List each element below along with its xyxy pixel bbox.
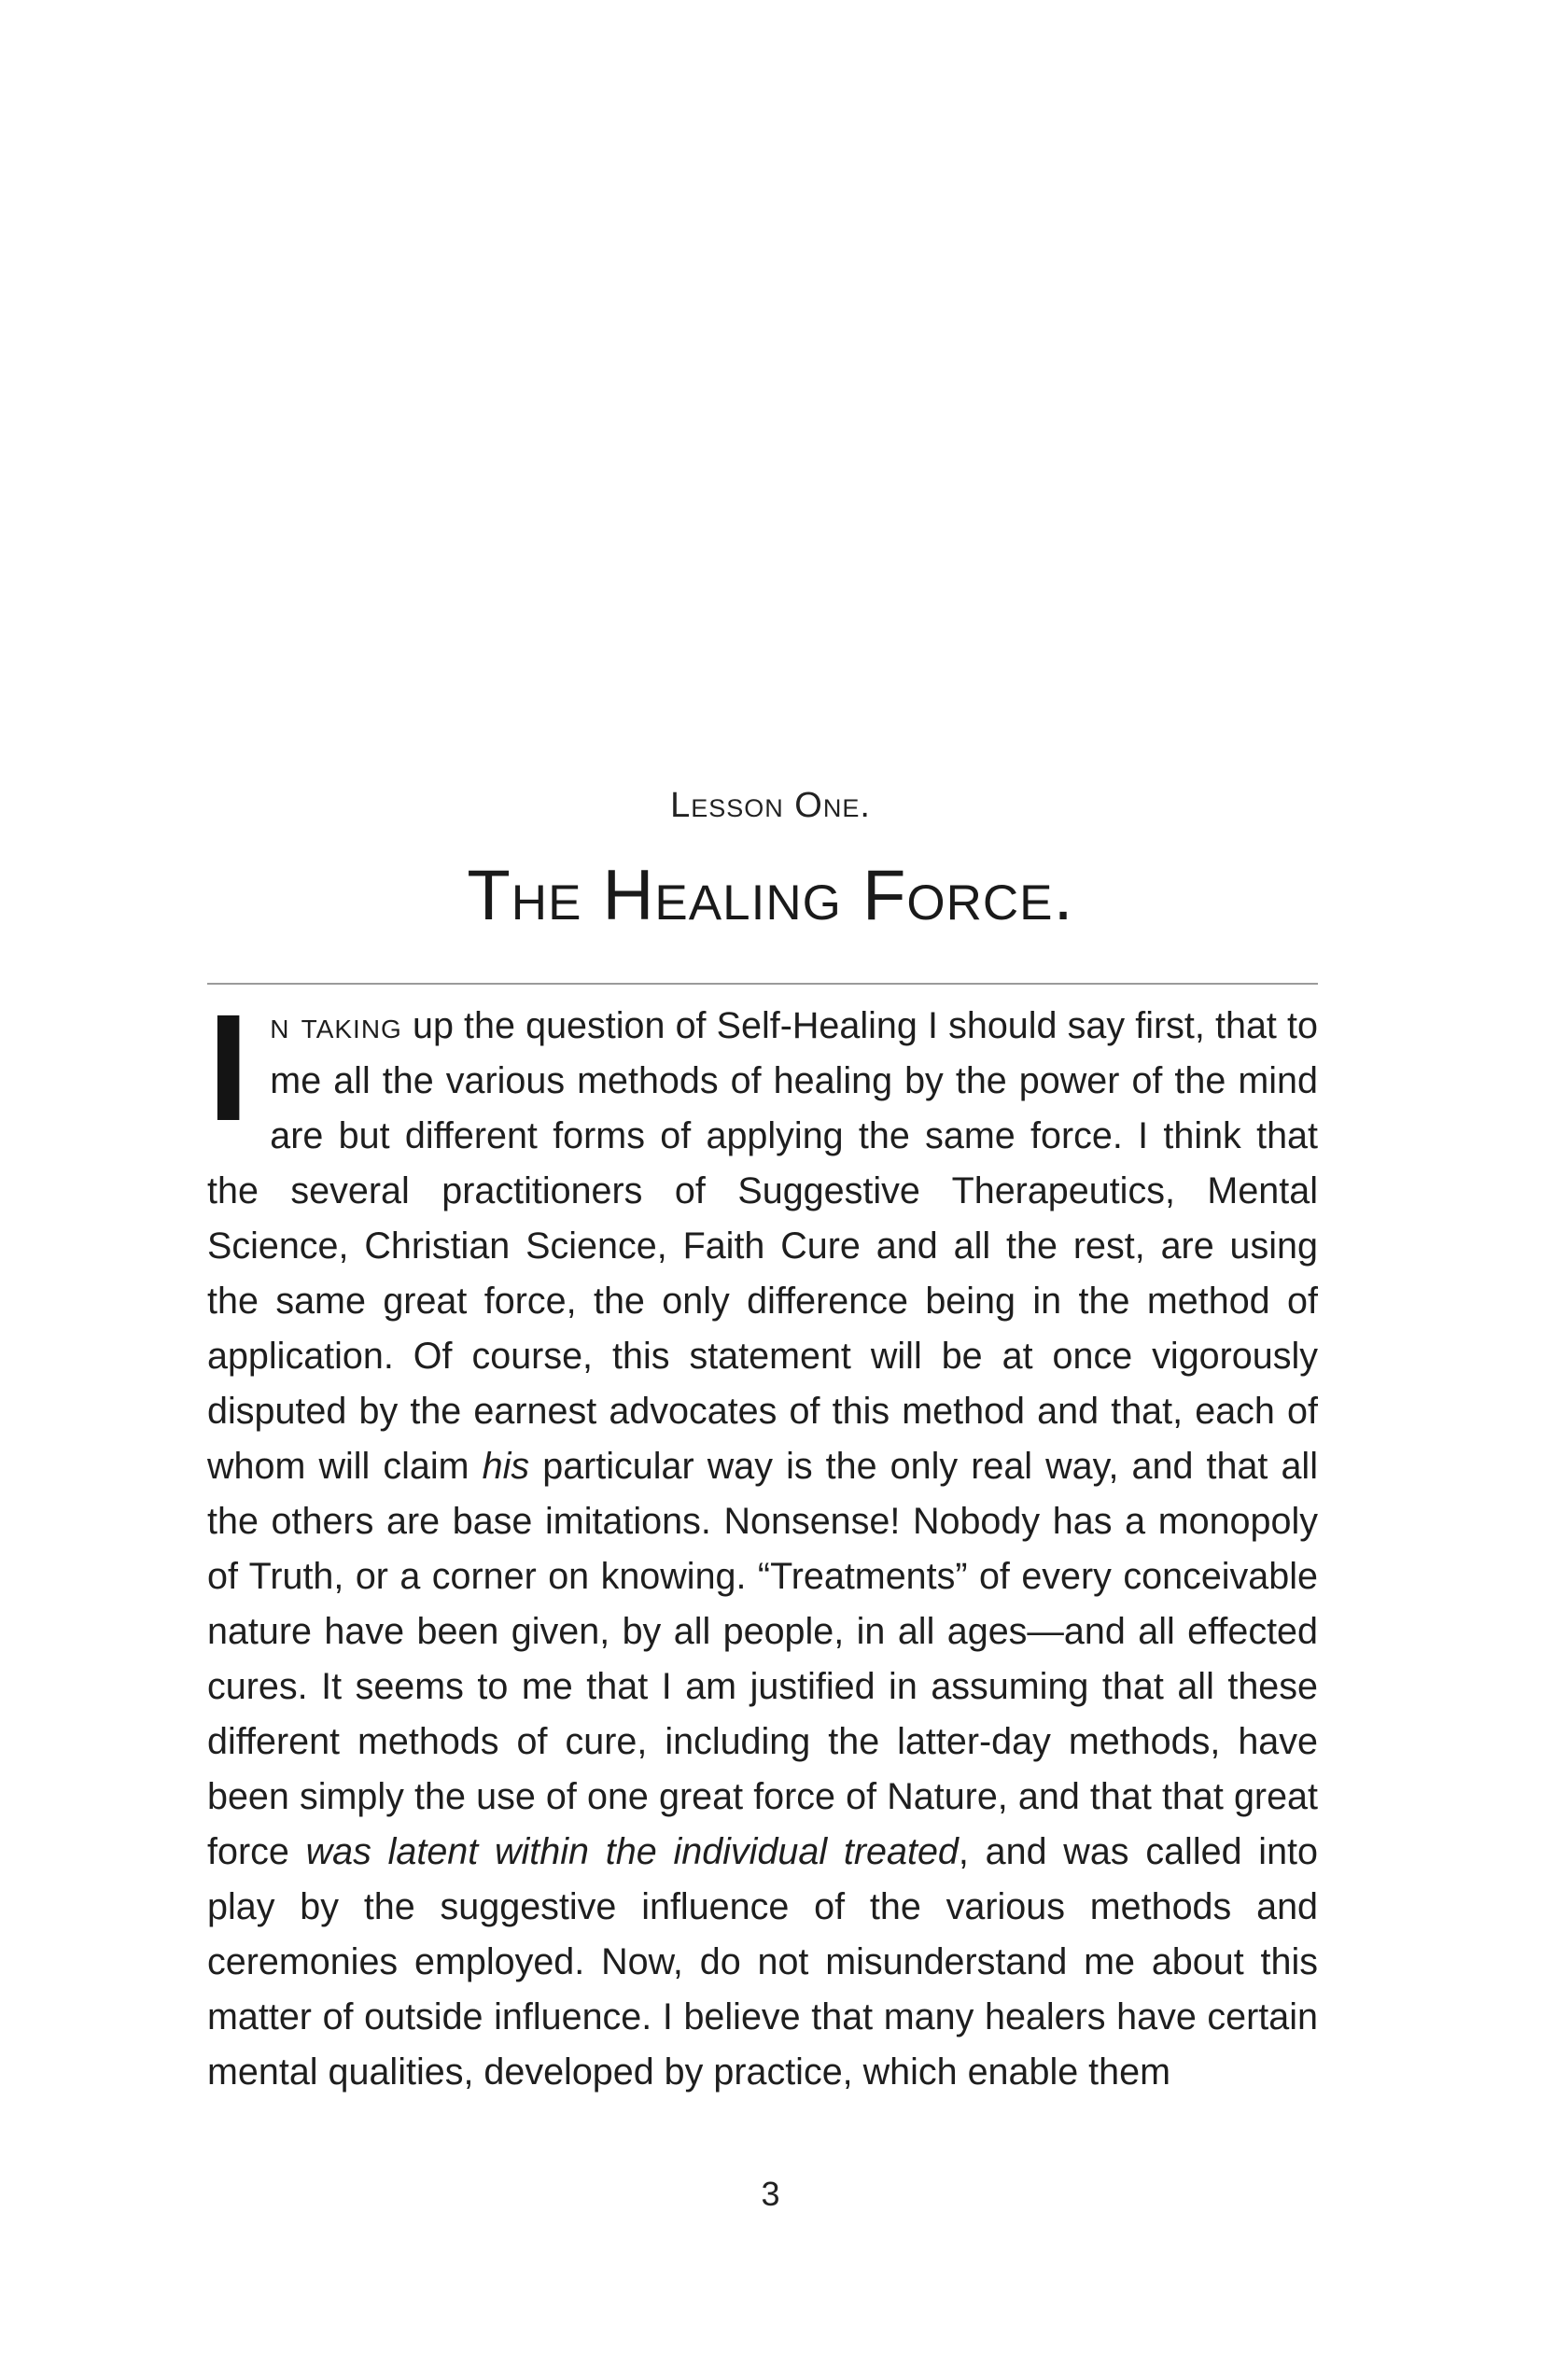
- emphasis-his: his: [482, 1446, 530, 1487]
- page-number: 3: [761, 2175, 780, 2213]
- body-paragraph: [207, 982, 1318, 2100]
- lead-in-small-caps: n taking: [270, 1005, 402, 1046]
- chapter-title: The Healing Force.: [467, 856, 1074, 935]
- body-text-part-1: up the question of Self-Healing I should say first, that to me all the various methods of healing by the power of the mind are but different forms of applying the same force. I think that the several practitioners of Suggestive Therapeutics, Mental Science, Christian Science, Faith Cure and all the rest, are using the same great force, the only difference being in the method of application. Of course, this statement will be at once vigorously disputed by the earnest advocates of this method and that, each of whom will claim: [207, 1005, 1318, 1487]
- title-divider: [207, 983, 1318, 985]
- drop-cap: I: [207, 982, 250, 1153]
- body-text-part-2: particular way is the only real way, and that all the others are base imitations. Nonsense! Nobody has a monopoly of Truth, or a corner on knowing. “Treatments” of every conceivable nature have been given, by all people, in all ages—and all effected cures. It seems to me that I am justified in assuming that all these different methods of cure, including the latter-day methods, have been simply the use of one great force of Nature, and that that great force: [207, 1446, 1318, 1872]
- emphasis-latent-force: was latent within the individual treated: [305, 1831, 959, 1872]
- lesson-label: Lesson One.: [670, 786, 871, 825]
- body-text-part-3: , and was called into play by the suggestive influence of the various methods and ceremonies employed. Now, do not misunderstand me about this matter of outside influence. I believe that many healers have certain mental qualities, developed by practice, which enable them: [207, 1831, 1318, 2093]
